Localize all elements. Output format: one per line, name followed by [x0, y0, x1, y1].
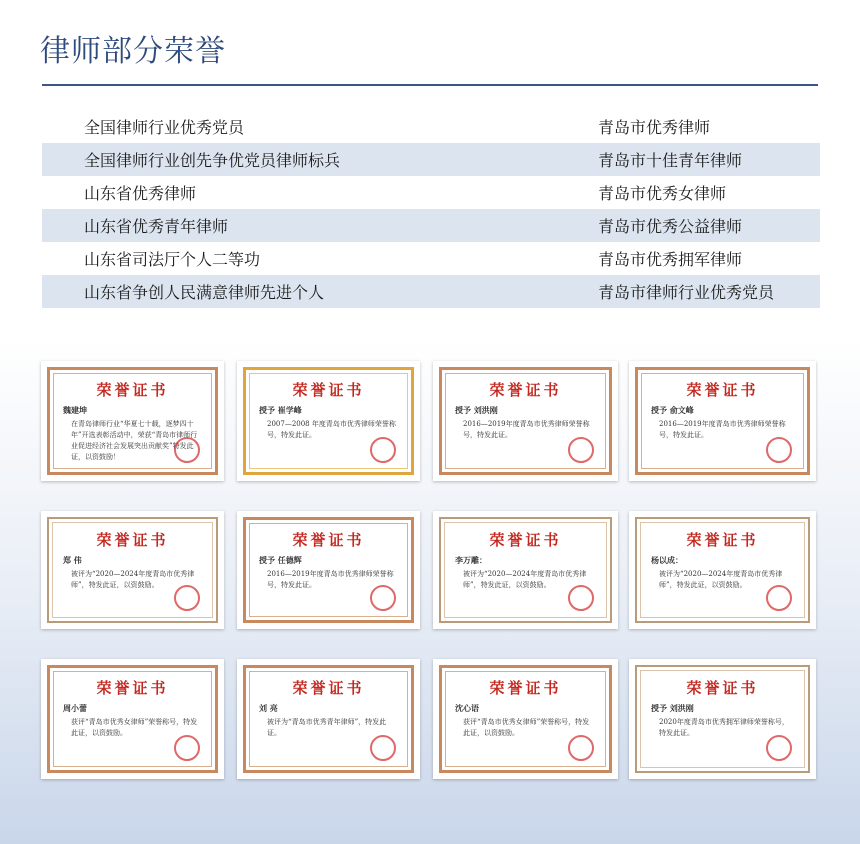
- honors-list: [42, 110, 820, 308]
- certificate-recipient: 郑 伟: [63, 555, 82, 565]
- certificate-text: 被评为“青岛市优秀青年律师”，特发此证。: [267, 718, 387, 737]
- red-seal-stamp: [568, 585, 594, 611]
- certificate-recipient: 沈心语: [455, 703, 479, 713]
- red-seal-stamp: [766, 735, 792, 761]
- honor-row: [42, 275, 820, 308]
- certificate-image: [629, 361, 816, 481]
- honor-right: 青岛市优秀公益律师: [598, 217, 743, 236]
- red-seal-stamp: [174, 437, 200, 463]
- certificate-text: 2016—2019年度青岛市优秀律师荣誉称号，特发此证。: [659, 420, 786, 439]
- certificate-recipient: 魏建坤: [63, 405, 87, 415]
- certificate-title: 荣誉证书: [292, 531, 365, 549]
- honor-right: 青岛市优秀拥军律师: [598, 250, 743, 269]
- certificate-recipient: 刘 亮: [259, 703, 278, 713]
- certificate-title: 荣誉证书: [489, 679, 562, 697]
- certificate-title: 荣誉证书: [292, 679, 365, 697]
- certificate-image: [629, 659, 816, 779]
- certificate-recipient: 授予 俞文峰: [651, 405, 694, 415]
- certificate-text: 2016—2019年度青岛市优秀律师荣誉称号，特发此证。: [463, 420, 590, 439]
- certificate-gallery: [41, 361, 819, 779]
- red-seal-stamp: [174, 735, 200, 761]
- certificate-image: [629, 511, 816, 629]
- certificate-recipient: 授予 刘洪刚: [651, 703, 694, 713]
- red-seal-stamp: [370, 585, 396, 611]
- certificate-recipient: 李万雕：: [455, 555, 487, 565]
- certificate-text: 2016—2019年度青岛市优秀律师荣誉称号，特发此证。: [267, 570, 394, 589]
- honor-left: 山东省争创人民满意律师先进个人: [84, 283, 325, 302]
- honor-row: [42, 242, 820, 275]
- title-divider: [42, 84, 818, 86]
- certificate-image: [41, 511, 224, 629]
- certificate-title: 荣誉证书: [686, 531, 759, 549]
- certificate-text: 被评为“2020—2024年度青岛市优秀律师”，特发此证，以资鼓励。: [659, 570, 783, 589]
- certificate-title: 荣誉证书: [686, 679, 759, 697]
- red-seal-stamp: [370, 735, 396, 761]
- honor-left: 全国律师行业创先争优党员律师标兵: [84, 151, 341, 170]
- certificate-text: 获评“青岛市优秀女律师”荣誉称号，特发此证，以资鼓励。: [463, 718, 590, 737]
- certificate-recipient: 授予 任德辉: [259, 555, 302, 565]
- certificate-title: 荣誉证书: [96, 531, 169, 549]
- honor-row: [42, 143, 820, 176]
- certificate-title: 荣誉证书: [686, 381, 759, 399]
- certificate-image: [433, 361, 618, 481]
- honor-left: 全国律师行业优秀党员: [84, 118, 245, 137]
- certificate-image: [237, 659, 420, 779]
- certificate-image: [41, 659, 224, 779]
- certificate-title: 荣誉证书: [96, 679, 169, 697]
- certificate-image: [41, 361, 224, 481]
- certificate-text: 被评为“2020—2024年度青岛市优秀律师”，特发此证，以资鼓励。: [71, 570, 195, 589]
- red-seal-stamp: [174, 585, 200, 611]
- page-title: 律师部分荣誉: [40, 34, 226, 69]
- honor-row: [42, 176, 820, 209]
- honor-left: 山东省优秀律师: [84, 184, 197, 203]
- honor-right: 青岛市优秀女律师: [598, 184, 727, 203]
- certificate-text: 获评“青岛市优秀女律师”荣誉称号，特发此证，以资鼓励。: [71, 718, 198, 737]
- certificate-text: 2007—2008 年度青岛市优秀律师荣誉称号，特发此证。: [267, 420, 396, 439]
- certificate-image: [433, 511, 618, 629]
- red-seal-stamp: [766, 437, 792, 463]
- certificate-recipient: 授予 崔学峰: [259, 405, 302, 415]
- certificate-recipient: 授予 刘洪刚: [455, 405, 498, 415]
- red-seal-stamp: [568, 437, 594, 463]
- honor-left: 山东省优秀青年律师: [84, 217, 229, 236]
- honor-left: 山东省司法厅个人二等功: [84, 250, 261, 269]
- honor-right: 青岛市律师行业优秀党员: [598, 283, 775, 302]
- certificate-image: [237, 361, 420, 481]
- certificate-image: [237, 511, 420, 629]
- certificate-image: [433, 659, 618, 779]
- red-seal-stamp: [370, 437, 396, 463]
- red-seal-stamp: [568, 735, 594, 761]
- certificate-title: 荣誉证书: [292, 381, 365, 399]
- certificate-title: 荣誉证书: [489, 531, 562, 549]
- honor-row: [42, 110, 820, 143]
- certificate-title: 荣誉证书: [96, 381, 169, 399]
- certificate-text: 在青岛律师行业“华夏七十载，逐梦四十年”开选表彰活动中，荣获“青岛市律师行业促进经济社会发展突出贡献奖”特发此证，以资鼓励！: [71, 420, 198, 461]
- red-seal-stamp: [766, 585, 792, 611]
- certificate-recipient: 杨以成：: [651, 555, 683, 565]
- certificate-text: 被评为“2020—2024年度青岛市优秀律师”，特发此证，以资鼓励。: [463, 570, 587, 589]
- honor-right: 青岛市优秀律师: [598, 118, 711, 137]
- honor-row: [42, 209, 820, 242]
- certificate-text: 2020年度青岛市优秀拥军律师荣誉称号，特发此证。: [659, 718, 789, 737]
- certificate-title: 荣誉证书: [489, 381, 562, 399]
- honor-right: 青岛市十佳青年律师: [598, 151, 743, 170]
- certificate-recipient: 周小蕾: [63, 703, 87, 713]
